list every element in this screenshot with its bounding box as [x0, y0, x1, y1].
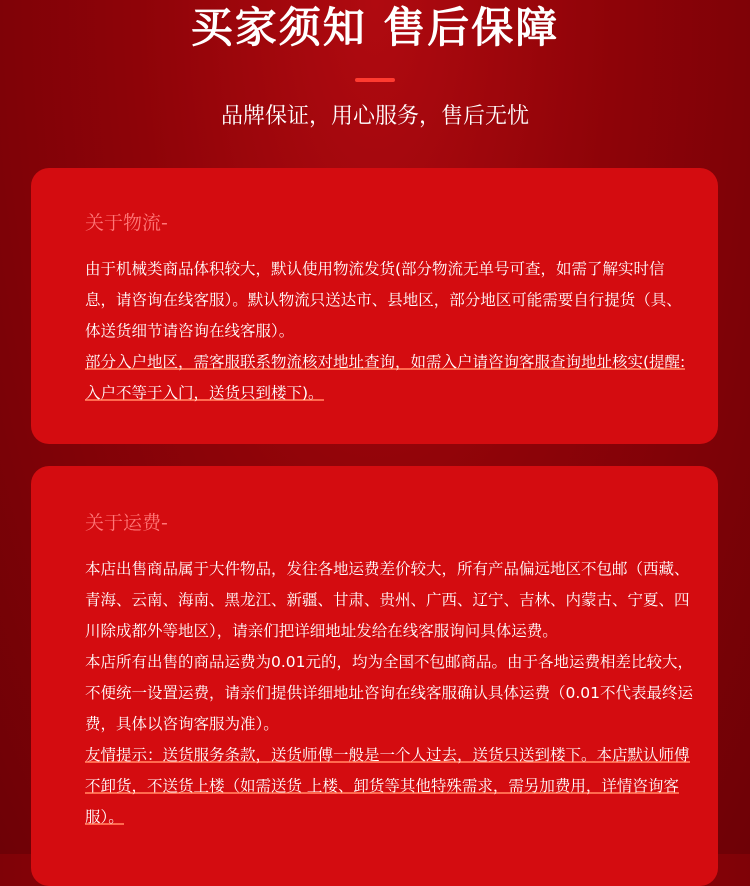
logistics-paragraph: 由于机械类商品体积较大，默认使用物流发货(部分物流无单号可查，如需了解实时信息，请咨询在线客服）。默认物流只送达市、县地区，部分地区可能需要自行提货（具、体送货细节请咨询在线客服）。 — [85, 260, 682, 340]
logistics-card — [31, 168, 718, 444]
shipping-fee-notice-text: 友情提示：送货服务条款，送货师傅一般是一个人过去，送货只送到楼下。本店默认师傅不卸货，不送货上楼（如需送货 上楼、卸货等其他特殊需求，需另加费用，详情咨询客服）。 — [85, 746, 690, 826]
logistics-heading: 关于物流- — [85, 212, 168, 234]
title-accent-bar — [355, 78, 395, 82]
shipping-fee-heading: 关于运费- — [85, 512, 168, 534]
page-title: 买家须知 售后保障 — [190, 3, 560, 52]
shipping-fee-notice — [85, 740, 694, 833]
logistics-notice — [85, 347, 694, 409]
logistics-notice-text: 部分入户地区，需客服联系物流核对地址查询，如需入户请咨询客服查询地址核实(提醒:入户不等于入门，送货只到楼下)。 — [85, 353, 686, 402]
shipping-fee-card — [31, 466, 718, 886]
page-subtitle: 品牌保证，用心服务，售后无忧 — [220, 104, 529, 129]
shipping-fee-paragraph-price: 本店所有出售的商品运费为0.01元的，均为全国不包邮商品。由于各地运费相差比较大，不便统一设置运费，请亲们提供详细地址咨询在线客服确认具体运费（0.01不代表最终运费，具体以咨询客服为准）。 — [85, 653, 694, 733]
shipping-fee-paragraph-regions: 本店出售商品属于大件物品，发往各地运费差价较大，所有产品偏远地区不包邮（西藏、青海、云南、海南、黑龙江、新疆、甘肃、贵州、广西、辽宁、吉林、内蒙古、宁夏、四川除成都外等地区），请亲们把详细地址发给在线客服询问具体运费。 — [85, 560, 690, 640]
